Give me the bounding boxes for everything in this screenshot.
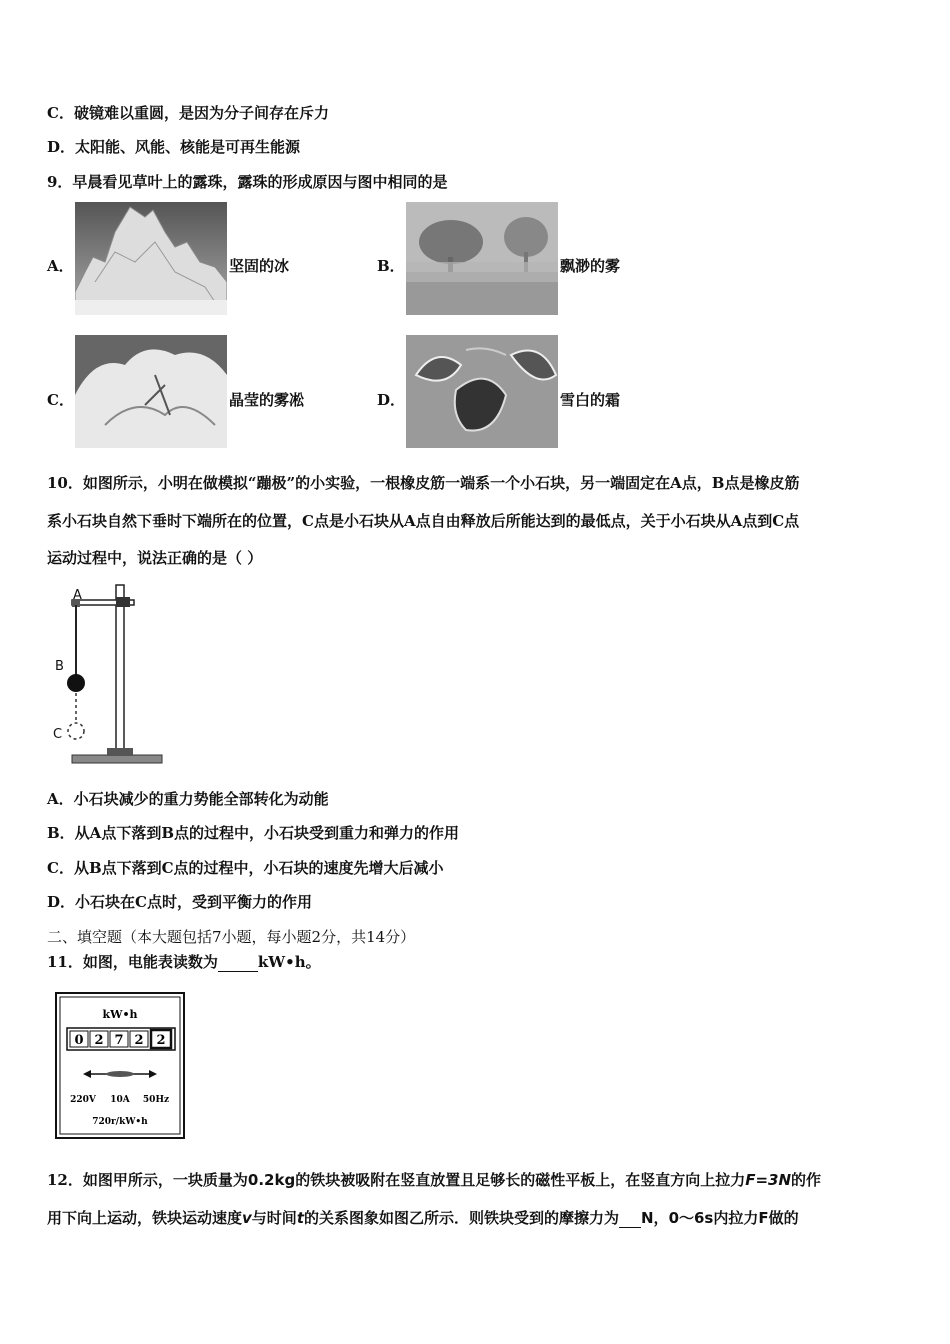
q12-answer-blank (619, 1209, 641, 1228)
electricity-meter-figure (55, 992, 185, 1139)
q9-option-c-letter: C． (47, 391, 74, 409)
meter-digit-5: 2 (156, 1033, 166, 1048)
figure-label-c: C (53, 727, 63, 742)
q9-option-d-letter: D． (377, 391, 406, 409)
q12-time: 0～6s (668, 1209, 714, 1227)
meter-digit-4: 2 (134, 1033, 144, 1048)
q12-force: F=3N (745, 1171, 792, 1189)
q12-line2-a: 用下向上运动，铁块运动速度 (47, 1209, 243, 1227)
meter-digit-3: 7 (114, 1033, 124, 1048)
meter-frequency: 50Hz (142, 1095, 170, 1105)
q12-blank-unit: N， (641, 1209, 669, 1227)
figure-label-b: B (55, 659, 64, 674)
meter-voltage: 220V (70, 1095, 96, 1105)
ice-photo (75, 202, 227, 315)
q12-line1-a: 12．如图甲所示，一块质量为 (47, 1171, 248, 1189)
meter-digit-2: 2 (94, 1033, 104, 1048)
q10-stem-line3: 运动过程中，说法正确的是（ ） (47, 549, 263, 567)
q10-option-d: D．小石块在C点时，受到平衡力的作用 (47, 893, 312, 911)
q12-f: F (758, 1209, 769, 1227)
fog-photo (406, 202, 558, 315)
q9-option-c-caption: 晶莹的雾凇 (229, 391, 305, 409)
figure-label-a: A (73, 588, 82, 603)
q12-stem-line1 (47, 1169, 821, 1190)
q11-suffix: kW•h。 (257, 953, 321, 971)
q10-option-a: A．小石块减少的重力势能全部转化为动能 (47, 790, 329, 808)
q10-stem-line1: 10．如图所示，小明在做模拟“蹦极”的小实验，一根橡皮筋一端系一个小石块，另一端固定在A点，B点是橡皮筋 (47, 474, 800, 492)
q12-v: v (242, 1209, 252, 1227)
q9-option-a-letter: A． (47, 257, 74, 275)
bungee-stand-figure (52, 583, 172, 768)
q10-option-c: C．从B点下落到C点的过程中，小石块的速度先增大后减小 (47, 859, 444, 877)
q12-line2-d: 内拉力 (713, 1209, 759, 1227)
q9-option-b-letter: B． (377, 257, 405, 275)
q11-answer-blank (218, 953, 258, 972)
meter-digit-1: 0 (74, 1033, 84, 1048)
q8-option-c: C．破镜难以重圆，是因为分子间存在斥力 (47, 104, 329, 122)
frost-photo (406, 335, 558, 448)
q9-option-a-caption: 坚固的冰 (229, 257, 290, 275)
q12-line1-c: 的作 (791, 1171, 822, 1189)
q12-stem-line2 (47, 1207, 799, 1228)
q11-stem (47, 951, 321, 972)
meter-unit: kW•h (102, 1008, 138, 1021)
section-heading: 二、填空题（本大题包括7小题，每小题2分，共14分） (47, 928, 416, 946)
meter-current: 10A (110, 1095, 130, 1105)
q8-option-d: D．太阳能、风能、核能是可再生能源 (47, 138, 301, 156)
meter-constant: 720r/kW•h (92, 1117, 148, 1127)
q11-prefix: 11．如图，电能表读数为 (47, 953, 218, 971)
q12-t: t (296, 1209, 304, 1227)
q12-line2-c: 的关系图象如图乙所示．则铁块受到的摩擦力为 (303, 1209, 619, 1227)
q9-stem: 9．早晨看见草叶上的露珠，露珠的形成原因与图中相同的是 (47, 173, 448, 191)
q12-line2-b: 与时间 (251, 1209, 297, 1227)
q10-stem-line2: 系小石块自然下垂时下端所在的位置，C点是小石块从A点自由释放后所能达到的最低点，关于小石块从A点到C点 (47, 512, 800, 530)
q12-mass: 0.2kg (247, 1171, 296, 1189)
q12-line2-e: 做的 (768, 1209, 799, 1227)
q12-line1-b: 的铁块被吸附在竖直放置且足够长的磁性平板上，在竖直方向上拉力 (295, 1171, 746, 1189)
q9-option-d-caption: 雪白的霜 (560, 391, 621, 409)
rime-photo (75, 335, 227, 448)
q9-option-b-caption: 飘渺的雾 (560, 257, 621, 275)
q10-option-b: B．从A点下落到B点的过程中，小石块受到重力和弹力的作用 (47, 824, 459, 842)
